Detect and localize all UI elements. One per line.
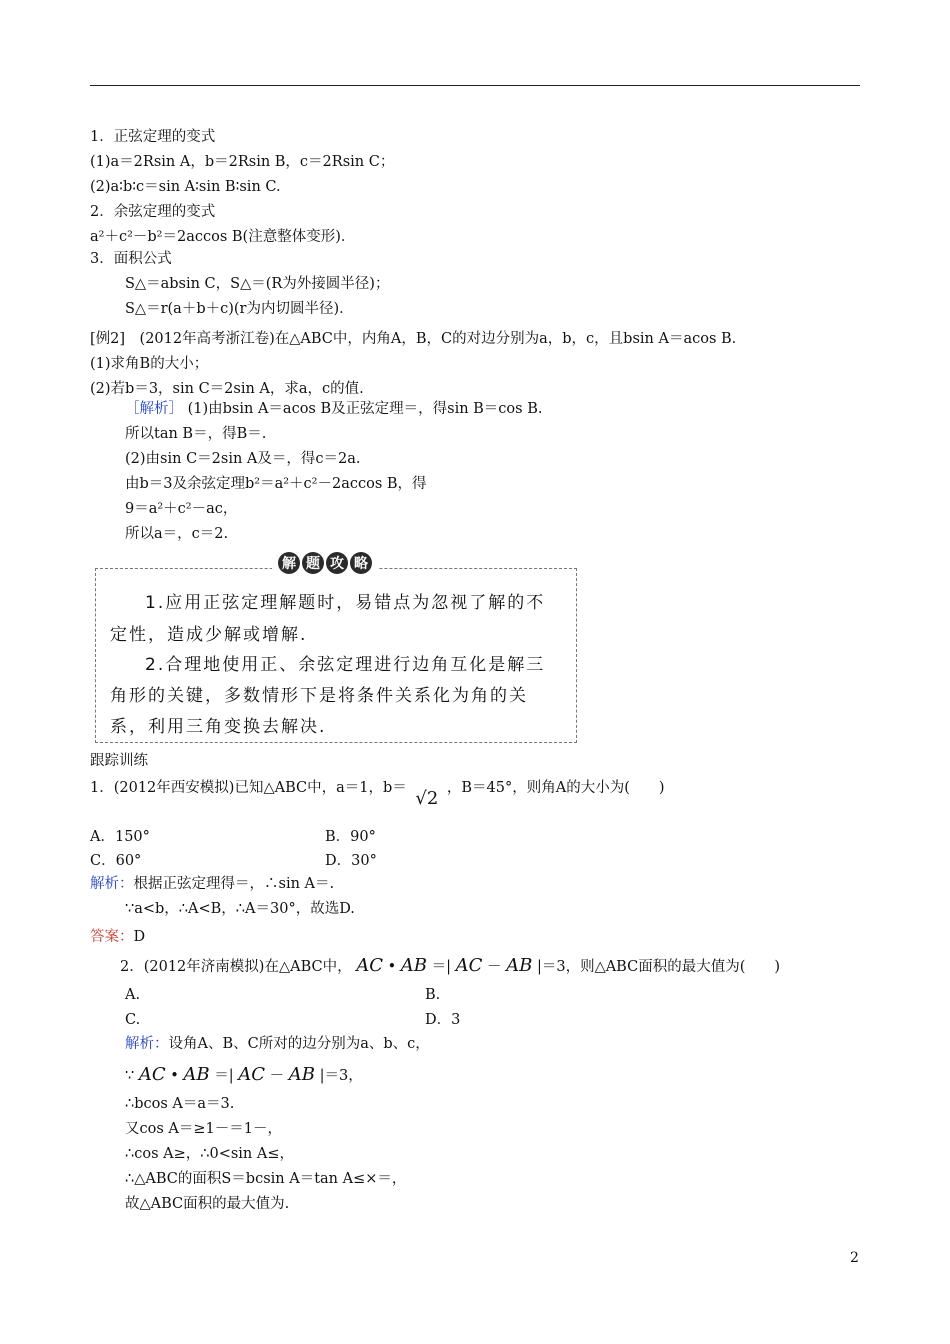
p1-answer-label: 答案： bbox=[90, 929, 134, 945]
p2-solution-line2: ∴bcos A＝a＝3. bbox=[125, 1096, 235, 1112]
p1-answer bbox=[90, 928, 145, 946]
p1-solution-line2: ∵a<b，∴A<B，∴A＝30°，故选D. bbox=[125, 901, 355, 917]
header-rule bbox=[90, 85, 860, 86]
minus-operator: － bbox=[269, 1068, 285, 1084]
sec2-formula: a²＋c²－b²＝2accos B(注意整体变形)． bbox=[90, 229, 356, 245]
because-symbol: ∵ bbox=[125, 1068, 135, 1084]
example-head: [例2] (2012年高考浙江卷)在△ABC中，内角A，B，C的对边分别为a，b，c，且bsin A＝acos B. bbox=[90, 331, 737, 347]
sec3-line2: S△＝r(a＋b＋c)(r为内切圆半径)． bbox=[125, 301, 354, 317]
tips-title-char: 题 bbox=[302, 552, 324, 574]
tip2-line1: 2.合理地使用正、余弦定理进行边角互化是解三 bbox=[145, 655, 546, 675]
sec1-line1: (1)a＝2Rsin A，b＝2Rsin B，c＝2Rsin C； bbox=[90, 154, 395, 170]
p1-option-d: D．30° bbox=[325, 853, 377, 869]
tips-title bbox=[272, 549, 378, 577]
example-q1: (1)求角B的大小； bbox=[90, 356, 209, 372]
dot-operator: • bbox=[387, 959, 397, 975]
practice-title: 跟踪训练 bbox=[90, 753, 148, 769]
equals-abs: ＝| bbox=[431, 959, 451, 975]
tips-title-char: 解 bbox=[278, 552, 300, 574]
example-solution-line6: 所以a＝，c＝2. bbox=[125, 526, 229, 542]
p2-solution-text0: 设角A、B、C所对的边分别为a、b、c， bbox=[168, 1036, 430, 1052]
p2-stem-b: |＝3，则△ABC面积的最大值为( ) bbox=[536, 959, 781, 975]
p2-stem-a: 2．(2012年济南模拟)在△ABC中， bbox=[120, 959, 352, 975]
minus-operator: － bbox=[487, 959, 502, 975]
vector-ac: AC bbox=[238, 1064, 266, 1085]
vector-ab: AB bbox=[400, 955, 427, 976]
p2-option-a: A. bbox=[125, 987, 141, 1003]
p1-answer-value: D bbox=[133, 929, 146, 945]
p1-stem bbox=[90, 778, 665, 809]
p1-solution-line1 bbox=[90, 875, 334, 893]
p2-solution-line5: ∴△ABC的面积S＝bcsin A＝tan A≤×＝， bbox=[125, 1171, 407, 1187]
example-q2: (2)若b＝3，sin C＝2sin A，求a，c的值. bbox=[90, 381, 364, 397]
sqrt-2: √2 bbox=[415, 788, 439, 809]
page-number: 2 bbox=[850, 1250, 859, 1266]
p2-solution-line3: 又cos A＝≥1－＝1－， bbox=[125, 1121, 282, 1137]
example-solution-line2: 所以tan B＝，得B＝. bbox=[125, 426, 267, 442]
solution-label: ［解析］ bbox=[125, 401, 183, 417]
p1-solution-label: 解析： bbox=[90, 876, 134, 892]
p2-option-d: D．3 bbox=[425, 1012, 461, 1028]
vector-ab: AB bbox=[183, 1064, 210, 1085]
p2-solution-line4: ∴cos A≥，∴0<sin A≤， bbox=[125, 1146, 294, 1162]
p2-option-b: B. bbox=[425, 987, 441, 1003]
vector-ac: AC bbox=[356, 955, 383, 976]
example-solution-line4: 由b＝3及余弦定理b²＝a²＋c²－2accos B，得 bbox=[125, 476, 427, 492]
dot-operator: • bbox=[170, 1068, 179, 1084]
sec2-title: 2．余弦定理的变式 bbox=[90, 204, 216, 220]
p2-solution-line1 bbox=[125, 1064, 363, 1087]
sec1-title: 1．正弦定理的变式 bbox=[90, 129, 216, 145]
p2-stem bbox=[120, 955, 780, 978]
vector-ac: AC bbox=[455, 955, 483, 976]
example-solution-line3: (2)由sin C＝2sin A及＝，得c＝2a. bbox=[125, 451, 361, 467]
p1-option-a: A．150° bbox=[90, 829, 150, 845]
tip1-line1: 1.应用正弦定理解题时，易错点为忽视了解的不 bbox=[145, 593, 546, 613]
tips-title-char: 攻 bbox=[326, 552, 348, 574]
solution-text1: (1)由bsin A＝acos B及正弦定理＝，得sin B＝cos B. bbox=[187, 401, 543, 417]
vector-ac: AC bbox=[138, 1064, 166, 1085]
p1-stem-a: 1．(2012年西安模拟)已知△ABC中，a＝1，b＝ bbox=[90, 780, 407, 796]
p2-solution-line6: 故△ABC面积的最大值为. bbox=[125, 1196, 290, 1212]
example-solution-line1 bbox=[125, 400, 542, 418]
sec1-line2: (2)a∶b∶c＝sin A∶sin B∶sin C. bbox=[90, 179, 281, 195]
tips-title-char: 略 bbox=[350, 552, 372, 574]
sec3-line1: S△＝absin C，S△＝(R为外接圆半径)； bbox=[125, 276, 390, 292]
equals-abs: ＝| bbox=[214, 1068, 234, 1084]
tip2-line3: 系，利用三角变换去解决. bbox=[110, 717, 327, 737]
p2-option-c: C. bbox=[125, 1012, 141, 1028]
p2-solution-text1: |＝3， bbox=[319, 1068, 363, 1084]
p2-solution-line0 bbox=[125, 1035, 430, 1053]
p1-option-b: B．90° bbox=[325, 829, 376, 845]
tip2-line2: 角形的关键，多数情形下是将条件关系化为角的关 bbox=[110, 686, 528, 706]
p1-option-c: C．60° bbox=[90, 853, 142, 869]
vector-ab: AB bbox=[288, 1064, 315, 1085]
p2-solution-label: 解析： bbox=[125, 1036, 169, 1052]
p1-solution-text1: 根据正弦定理得＝，∴sin A＝. bbox=[133, 876, 335, 892]
sec3-title: 3．面积公式 bbox=[90, 251, 172, 267]
example-solution-line5: 9＝a²＋c²－ac， bbox=[125, 501, 238, 517]
tip1-line2: 定性，造成少解或增解. bbox=[110, 625, 308, 645]
p1-stem-b: ，B＝45°，则角A的大小为( ) bbox=[446, 780, 665, 796]
vector-ab: AB bbox=[506, 955, 533, 976]
